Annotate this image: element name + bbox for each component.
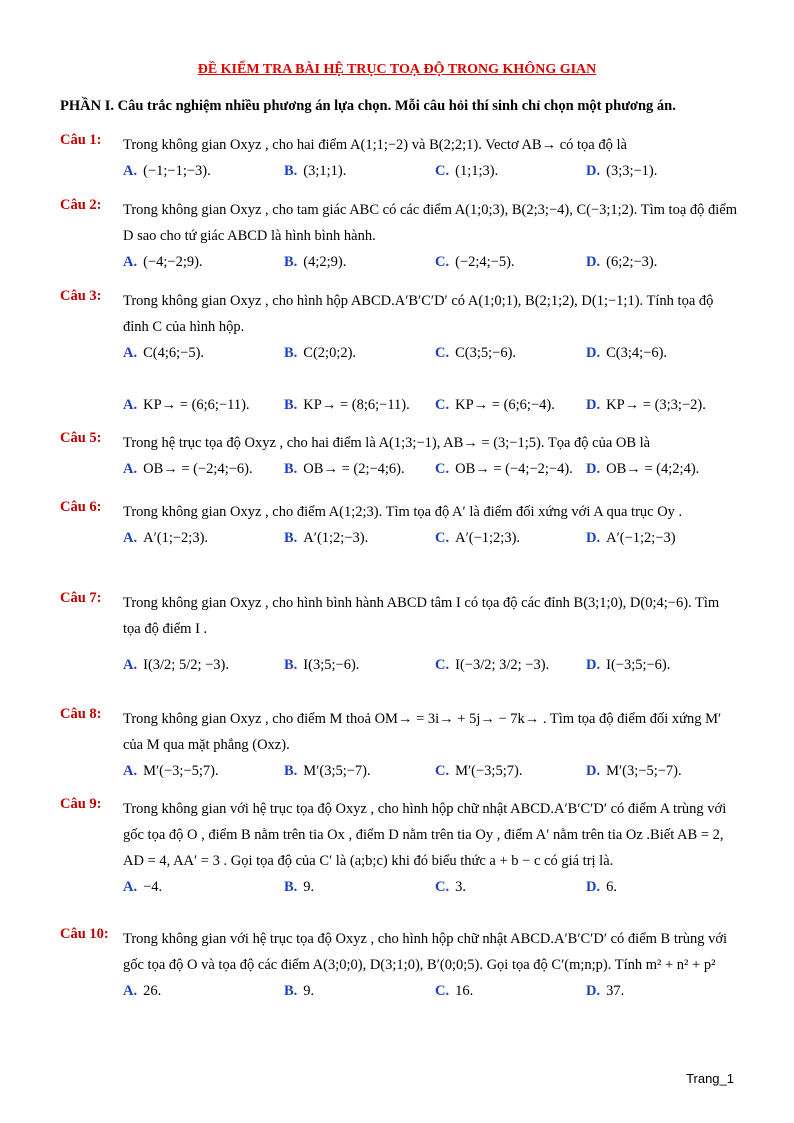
option-b[interactable]: B. I(3;5;−6).: [284, 657, 360, 673]
option-b[interactable]: B. 9.: [284, 983, 315, 999]
question-label: Câu 3:: [60, 288, 102, 304]
option-c[interactable]: C. OB→ = (−4;−2;−4).: [435, 461, 573, 477]
option-b[interactable]: B. M′(3;5;−7).: [284, 763, 371, 779]
option-b[interactable]: B. C(2;0;2).: [284, 345, 357, 361]
option-d[interactable]: D. 37.: [586, 983, 625, 999]
option-a[interactable]: A. (−1;−1;−3).: [123, 163, 211, 179]
options: [123, 652, 740, 678]
question-text: Trong không gian Oxyz , cho điểm A(1;2;3). Tìm tọa độ A′ là điểm đối xứng với A qua trục Oy .: [123, 504, 683, 520]
options: [123, 874, 740, 900]
option-d[interactable]: D. A′(−1;2;−3): [586, 530, 676, 546]
question-7: [60, 590, 740, 678]
option-b[interactable]: B. A′(1;2;−3).: [284, 530, 369, 546]
question-3: [60, 288, 740, 366]
option-a[interactable]: A. I(3/2; 5/2; −3).: [123, 657, 230, 673]
option-c[interactable]: C. KP→ = (6;6;−4).: [435, 397, 555, 413]
options: [123, 525, 740, 551]
question-2: [60, 197, 740, 275]
question-text: Trong không gian Oxyz , cho tam giác ABC có các điểm A(1;0;3), B(2;3;−4), C(−3;1;2). Tìm toạ độ điểm D sao cho tứ giác ABCD là hình bình hành.: [123, 202, 737, 244]
question-label: Câu 7:: [60, 590, 102, 606]
question-5: [60, 430, 740, 482]
question-label: Câu 1:: [60, 132, 102, 148]
question-text: Trong không gian với hệ trục tọa độ Oxyz , cho hình hộp chữ nhật ABCD.A′B′C′D′ có điểm A trùng với gốc tọa độ O , điểm B nằm trên tia Ox , điểm D nằm trên tia Oy , điểm A′ nằm trên tia Oz .Biết AB = 2, AD = 4, AA′ = 3 . Gọi tọa độ của C′ là (a;b;c) khi đó biểu thức a + b − c có giá trị là.: [123, 801, 727, 869]
option-d[interactable]: D. 6.: [586, 879, 617, 895]
option-c[interactable]: C. I(−3/2; 3/2; −3).: [435, 657, 550, 673]
part-heading: PHẦN I. Câu trắc nghiệm nhiều phương án lựa chọn. Mỗi câu hỏi thí sinh chỉ chọn một phương án.: [60, 98, 676, 114]
option-a[interactable]: A. KP→ = (6;6;−11).: [123, 397, 250, 413]
page-number: Trang_1: [686, 1071, 734, 1086]
option-c[interactable]: C. 3.: [435, 879, 466, 895]
option-c[interactable]: C. M′(−3;5;7).: [435, 763, 523, 779]
option-d[interactable]: D. C(3;4;−6).: [586, 345, 668, 361]
options: [123, 978, 740, 1004]
option-d[interactable]: D. (6;2;−3).: [586, 254, 658, 270]
option-c[interactable]: C. (−2;4;−5).: [435, 254, 515, 270]
question-10: [60, 926, 740, 1004]
options: [123, 758, 740, 784]
question-text: Trong hệ trục tọa độ Oxyz , cho hai điểm là A(1;3;−1), AB→ = (3;−1;5). Tọa độ của OB là: [123, 435, 651, 451]
option-c[interactable]: C. 16.: [435, 983, 474, 999]
options: [123, 392, 740, 418]
question-text: Trong không gian Oxyz , cho hình bình hành ABCD tâm I có tọa độ các đỉnh B(3;1;0), D(0;4;−6). Tìm tọa độ điểm I .: [123, 595, 720, 637]
option-a[interactable]: A. A′(1;−2;3).: [123, 530, 209, 546]
exam-title: ĐỀ KIỂM TRA BÀI HỆ TRỤC TOẠ ĐỘ TRONG KHÔNG GIAN: [197, 62, 597, 77]
option-b[interactable]: B. OB→ = (2;−4;6).: [284, 461, 405, 477]
options: [123, 249, 740, 275]
question-text: Trong không gian Oxyz , cho hai điểm A(1;1;−2) và B(2;2;1). Vectơ AB→ có tọa độ là: [123, 137, 627, 153]
question-text: Trong không gian Oxyz , cho điểm M thoả OM→ = 3i→ + 5j→ − 7k→ . Tìm tọa độ điểm đối xứng M′ của M qua mặt phẳng (Oxz).: [123, 711, 722, 753]
question-8: [60, 706, 740, 784]
question-label: Câu 10:: [60, 926, 109, 942]
option-d[interactable]: D. I(−3;5;−6).: [586, 657, 671, 673]
option-a[interactable]: A. M′(−3;−5;7).: [123, 763, 219, 779]
option-a[interactable]: A. (−4;−2;9).: [123, 254, 203, 270]
option-d[interactable]: D. (3;3;−1).: [586, 163, 658, 179]
question-4: [60, 392, 740, 418]
options: [123, 456, 740, 482]
question-label: Câu 6:: [60, 499, 102, 515]
option-b[interactable]: B. (4;2;9).: [284, 254, 347, 270]
option-d[interactable]: D. KP→ = (3;3;−2).: [586, 397, 706, 413]
question-6: [60, 499, 740, 551]
option-d[interactable]: D. OB→ = (4;2;4).: [586, 461, 700, 477]
question-1: [60, 132, 740, 184]
option-c[interactable]: C. (1;1;3).: [435, 163, 499, 179]
options: [123, 340, 740, 366]
question-label: Câu 2:: [60, 197, 102, 213]
option-c[interactable]: C. A′(−1;2;3).: [435, 530, 521, 546]
question-text: Trong không gian với hệ trục tọa độ Oxyz , cho hình hộp chữ nhật ABCD.A′B′C′D′ có điểm B trùng với gốc tọa độ O và tọa độ các điểm A(3;0;0), D(3;1;0), B′(0;0;5). Gọi tọa độ C′(m;n;p). Tính m² + n² + p²: [123, 931, 728, 973]
question-label: Câu 8:: [60, 706, 102, 722]
option-a[interactable]: A. OB→ = (−2;4;−6).: [123, 461, 253, 477]
option-d[interactable]: D. M′(3;−5;−7).: [586, 763, 682, 779]
question-label: Câu 5:: [60, 430, 102, 446]
question-label: Câu 9:: [60, 796, 102, 812]
options: [123, 158, 740, 184]
option-b[interactable]: B. KP→ = (8;6;−11).: [284, 397, 410, 413]
option-b[interactable]: B. (3;1;1).: [284, 163, 347, 179]
question-9: [60, 796, 740, 900]
option-b[interactable]: B. 9.: [284, 879, 315, 895]
option-c[interactable]: C. C(3;5;−6).: [435, 345, 517, 361]
question-text: Trong không gian Oxyz , cho hình hộp ABCD.A′B′C′D′ có A(1;0;1), B(2;1;2), D(1;−1;1). Tính tọa độ đỉnh C của hình hộp.: [123, 293, 714, 335]
option-a[interactable]: A. C(4;6;−5).: [123, 345, 205, 361]
option-a[interactable]: A. 26.: [123, 983, 162, 999]
option-a[interactable]: A. −4.: [123, 879, 163, 895]
